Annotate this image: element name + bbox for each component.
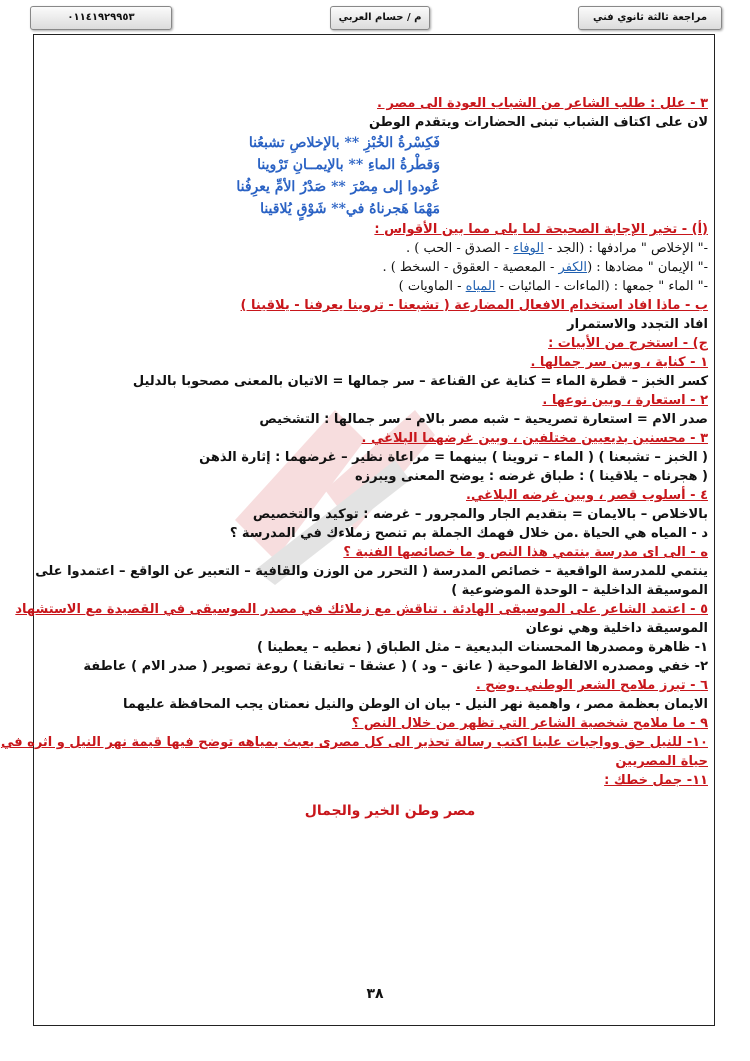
header-teacher-name: م / حسام العربي bbox=[330, 6, 430, 30]
choice-line: -" الإيمان " مضادها : (الكفر - المعصية - العقوق - السخط ) . bbox=[382, 260, 708, 275]
question-line: ١ - كناية ، وبين سر جمالها . bbox=[530, 355, 708, 370]
question-line: حياة المصريين bbox=[615, 754, 708, 769]
answer-line: افاد التجدد والاستمرار bbox=[567, 317, 708, 332]
choice-line: -" الإخلاص " مرادفها : (الجد - الوفاء - الصدق - الحب ) . bbox=[405, 241, 708, 256]
question-line: ج) - استخرج من الأبيات : bbox=[548, 336, 708, 351]
document-body bbox=[0, 94, 708, 822]
question-line: ٣ - علل : طلب الشاعر من الشباب العودة الى مصر . bbox=[377, 96, 708, 111]
answer-line: الايمان بعظمة مصر ، واهمية نهر النيل - بيان ان الوطن والنيل نعمتان يجب المحافظة عليهما bbox=[123, 697, 708, 712]
answer-line: الموسيقة داخلية وهي نوعان bbox=[525, 621, 708, 636]
correct-answer: الكفر bbox=[558, 260, 588, 275]
closing-sentence: مصر وطن الخير والجمال bbox=[304, 803, 476, 819]
answer-line: لان على اكتاف الشباب تبنى الحضارات ويتقدم الوطن bbox=[368, 115, 708, 130]
answer-line: صدر الام = استعارة تصريحية – شبه مصر بالام – سر جمالها : التشخيص bbox=[259, 412, 708, 427]
correct-answer: الوفاء bbox=[513, 241, 544, 256]
answer-line: ينتمي للمدرسة الواقعية – خصائص المدرسة ( التحرر من الوزن والقافية – التعبير عن الواقع – اعتمدوا على bbox=[35, 564, 708, 579]
answer-line: ١- ظاهرة ومصدرها المحسنات البديعية – مثل الطباق ( نعطيه – يعطينا ) bbox=[257, 640, 708, 655]
poem-verse: وَقطْرةُ الماءِ ** بالإيمــانِ تَرْوينا bbox=[257, 157, 440, 173]
poem-verse: مَهْمَا هَجرناهُ في** شَوْقٍ يُلاقينا bbox=[260, 201, 440, 217]
poem-verse: عُودوا إلى مِصْرَ ** صَدْرُ الأمِّ يعرِفُنا bbox=[236, 179, 440, 195]
question-line: ١١- جمل خطك : bbox=[604, 773, 708, 788]
question-line: ٢ - استعارة ، وبين نوعها . bbox=[542, 393, 708, 408]
answer-line: ( هجرناه – يلاقينا ) : طباق غرضه : يوضح المعنى ويبرزه bbox=[354, 469, 708, 484]
question-line: ٥ - اعتمد الشاعر على الموسيقى الهادئة . تناقش مع زملائك في مصدر الموسيقى في القصيدة مع الاستشهاد bbox=[15, 602, 708, 617]
header-review-title: مراجعة ثالثة ثانوي فني bbox=[578, 6, 722, 30]
question-line: ٣ - محسنين بديعيين مختلفين ، وبين غرضهما البلاغي . bbox=[361, 431, 708, 446]
question-line: ب - ماذا افاد استخدام الافعال المضارعة ( تشبعنا - تروينا يعرفنا - يلاقينا ) bbox=[240, 298, 708, 313]
poem-verse: فَكِسْرةُ الخُبْزِ ** بالإخلاصِ تشبعُنا bbox=[248, 135, 440, 151]
question-line: (أ) - تخير الإجابة الصحيحة لما يلى مما بين الأقواس : bbox=[374, 222, 708, 237]
question-line: ٦ - تبرز ملامح الشعر الوطني .وضح . bbox=[475, 678, 708, 693]
question-line: ١٠- للنيل حق وواجبات علينا اكتب رسالة تحذير الى كل مصرى يعبث بمياهه توضح فيها قيمة نهر النيل و اثره في bbox=[0, 735, 708, 750]
header-phone-number: ٠١١٤١٩٢٩٩٥٣ bbox=[30, 6, 172, 30]
spacer bbox=[72, 790, 708, 800]
answer-line: د - المياه هي الحياة .من خلال فهمك الجملة بم تنصح زملاءك في المدرسة ؟ bbox=[229, 526, 708, 541]
answer-line: الموسيقة الداخلية – الوحدة الموضوعية ) bbox=[451, 583, 708, 598]
answer-line: ٢- خفي ومصدره الالفاظ الموحية ( عانق – ود ) ( عشقا – تعانقنا ) روعة تصوير ( صدر الام ) عاطفة bbox=[83, 659, 708, 674]
choice-line: -" الماء " جمعها : (الماءات - المائيات - المياه - الماويات ) bbox=[398, 279, 708, 294]
question-line: ٤ - أسلوب قصر ، وبين غرضه البلاغي. bbox=[466, 488, 708, 503]
question-line: ٩ - ما ملامح شخصية الشاعر التي تظهر من خلال النص ؟ bbox=[351, 716, 708, 731]
answer-line: بالاخلاص – بالايمان = بتقديم الجار والمجرور – غرضه : توكيد والتخصيص bbox=[252, 507, 708, 522]
answer-line: كسر الخبز – قطرة الماء = كناية عن القناعة – سر جمالها = الاتيان بالمعنى مصحوبا بالدليل bbox=[132, 374, 708, 389]
answer-line: ( الخبز – تشبعنا ) ( الماء – تروينا ) بينهما = مراعاة نظير – غرضهما : إثارة الذهن bbox=[199, 450, 708, 465]
page-number: ٣٨ bbox=[366, 986, 384, 1002]
question-line: ه - الى اى مدرسة ينتمي هذا النص و ما خصائصها الفنية ؟ bbox=[343, 545, 708, 560]
correct-answer: المياه bbox=[465, 279, 496, 294]
